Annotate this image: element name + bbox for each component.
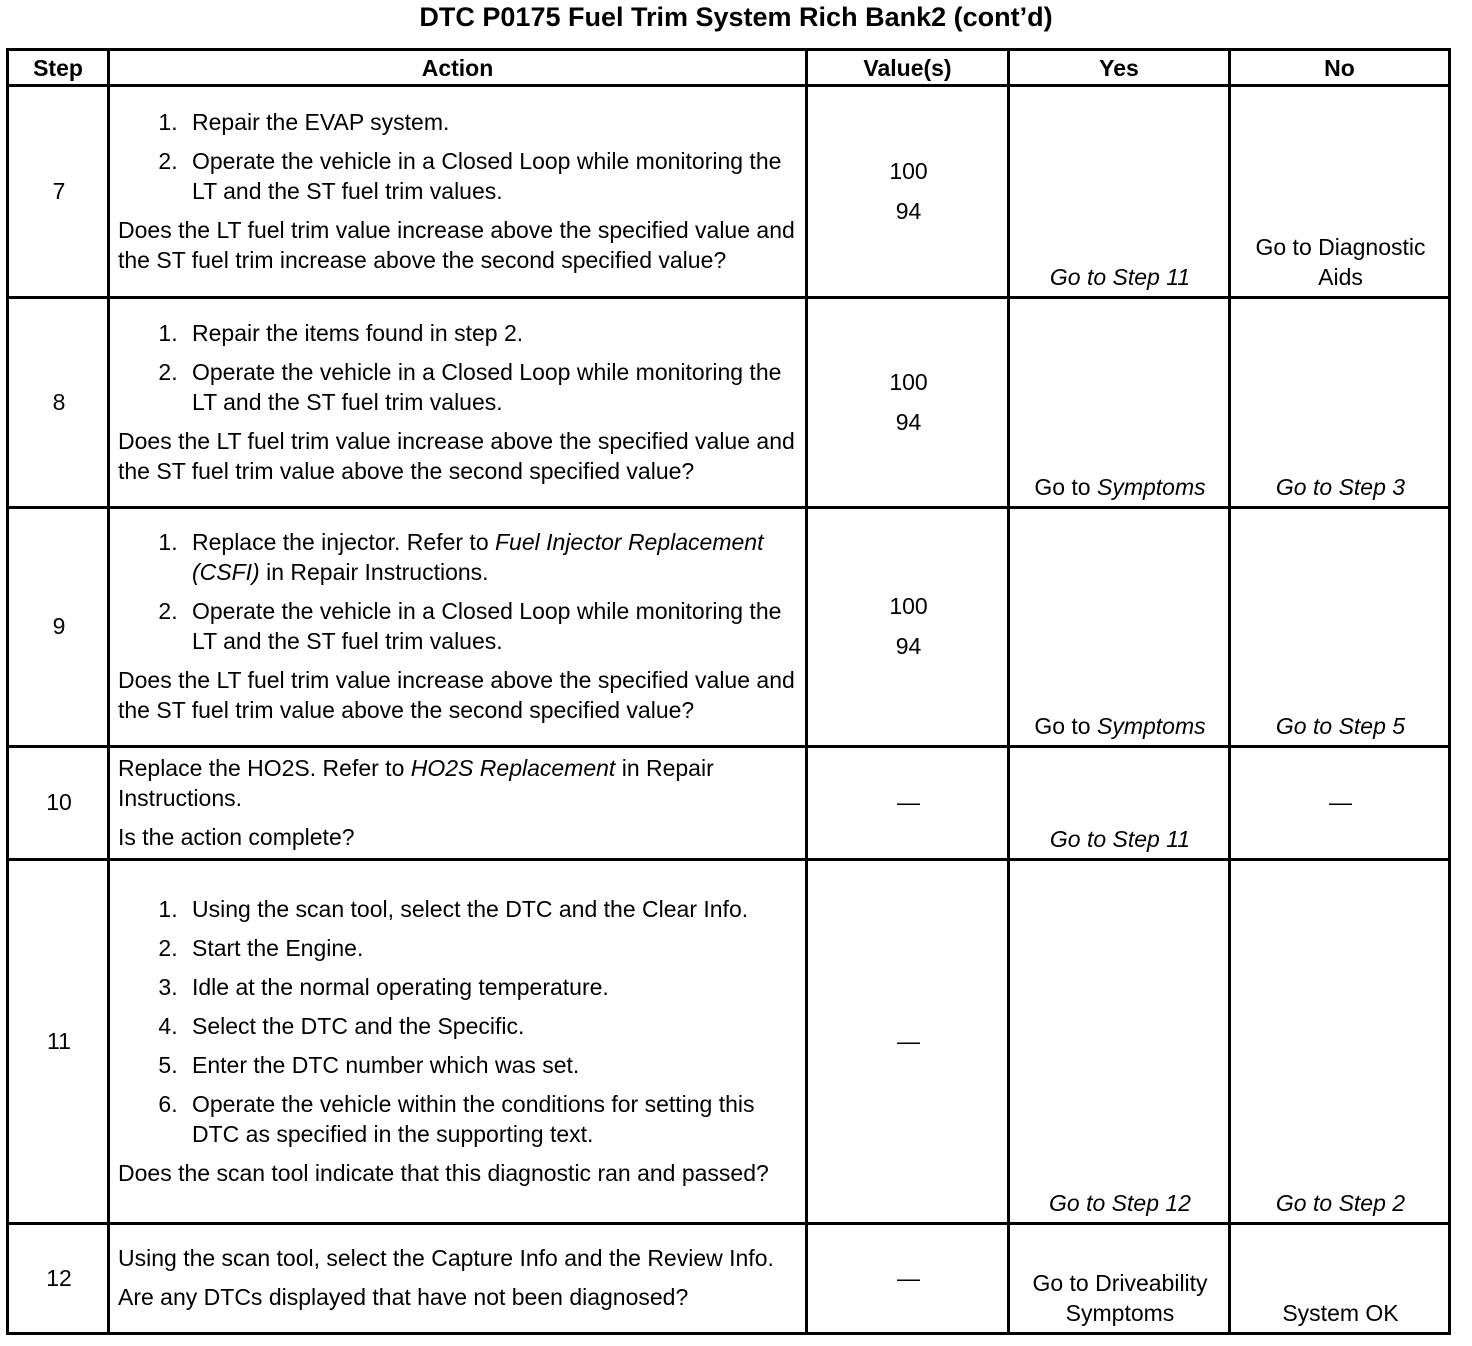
action-step-prefix: Replace the injector. Refer to xyxy=(192,529,495,555)
values-cell xyxy=(807,298,1009,508)
action-instruction xyxy=(118,753,799,813)
action-question: Are any DTCs displayed that have not been diagnosed? xyxy=(118,1284,689,1310)
action-step: 2. Start the Engine. xyxy=(184,933,799,963)
no-link[interactable]: Go to Step 2 xyxy=(1275,1190,1406,1216)
values-cell xyxy=(807,508,1009,747)
step-number: 7 xyxy=(8,86,109,298)
yes-link-prefix: Go to xyxy=(1034,713,1097,739)
table-row xyxy=(8,86,1450,298)
values-cell: — xyxy=(807,747,1009,860)
action-step: 1. Repair the EVAP system. xyxy=(184,107,799,137)
header-action: Action xyxy=(109,50,807,86)
step-number: 10 xyxy=(8,747,109,860)
action-steps xyxy=(118,107,799,206)
yes-cell xyxy=(1009,747,1230,860)
action-cell xyxy=(109,86,807,298)
action-prefix: Replace the HO2S. Refer to xyxy=(118,754,411,781)
table-row xyxy=(8,860,1450,1224)
action-cell xyxy=(109,860,807,1224)
no-cell xyxy=(1230,1224,1450,1334)
yes-link-target: Symptoms xyxy=(1097,474,1206,500)
action-step: 2. Operate the vehicle in a Closed Loop while monitoring the LT and the ST fuel trim values. xyxy=(184,596,799,656)
yes-link[interactable] xyxy=(1034,713,1205,739)
header-row xyxy=(8,50,1450,86)
no-cell: — xyxy=(1230,747,1450,860)
action-question: Does the LT fuel trim value increase above the specified value and the ST fuel trim increase above the second specified value? xyxy=(118,216,795,273)
no-link[interactable]: System OK xyxy=(1282,1300,1399,1326)
yes-cell xyxy=(1009,298,1230,508)
action-step: 3. Idle at the normal operating temperature. xyxy=(184,972,799,1002)
value-line: 100 xyxy=(889,368,928,395)
no-link[interactable]: Go to Step 5 xyxy=(1275,713,1406,739)
action-step: 5. Enter the DTC number which was set. xyxy=(184,1050,799,1080)
values-cell: — xyxy=(807,860,1009,1224)
yes-link[interactable] xyxy=(1034,474,1205,500)
procedure-link[interactable]: HO2S Replacement xyxy=(410,754,616,781)
yes-link-prefix: Go to xyxy=(1034,474,1097,500)
action-step: 1. Repair the items found in step 2. xyxy=(184,318,799,348)
yes-link[interactable]: Go to Step 11 xyxy=(1049,826,1191,852)
step-number: 8 xyxy=(8,298,109,508)
yes-link[interactable]: Go to Step 11 xyxy=(1049,264,1191,290)
procedure-link[interactable]: Fuel Injector Replacement (CSFI) xyxy=(192,529,764,585)
table-row xyxy=(8,1224,1450,1334)
action-steps xyxy=(118,318,799,417)
action-step: 1. Using the scan tool, select the DTC and the Clear Info. xyxy=(184,894,799,924)
header-values: Value(s) xyxy=(807,50,1009,86)
action-cell xyxy=(109,1224,807,1334)
yes-cell xyxy=(1009,86,1230,298)
action-step-suffix: in Repair Instructions. xyxy=(259,559,489,585)
action-question: Does the LT fuel trim value increase above the specified value and the ST fuel trim value above the second specified value? xyxy=(118,667,795,723)
header-yes: Yes xyxy=(1009,50,1230,86)
step-number: 9 xyxy=(8,508,109,747)
action-question: Is the action complete? xyxy=(118,823,355,850)
no-cell xyxy=(1230,86,1450,298)
value-line: 94 xyxy=(895,408,922,435)
header-no: No xyxy=(1230,50,1450,86)
yes-cell xyxy=(1009,508,1230,747)
action-question: Does the LT fuel trim value increase above the specified value and the ST fuel trim value above the second specified value? xyxy=(118,427,795,484)
action-step: 2. Operate the vehicle in a Closed Loop while monitoring the LT and the ST fuel trim values. xyxy=(184,357,799,417)
action-instruction: Using the scan tool, select the Capture Info and the Review Info. xyxy=(118,1245,774,1271)
yes-link[interactable]: Go to Driveability Symptoms xyxy=(1032,1270,1208,1326)
values-cell xyxy=(807,86,1009,298)
no-link[interactable]: Go to Diagnostic Aids xyxy=(1255,234,1426,290)
action-steps xyxy=(118,527,799,656)
page-title: DTC P0175 Fuel Trim System Rich Bank2 (cont’d) xyxy=(419,2,1053,32)
action-step xyxy=(184,527,799,587)
header-step: Step xyxy=(8,50,109,86)
action-question: Does the scan tool indicate that this diagnostic ran and passed? xyxy=(118,1159,769,1186)
value-line: 100 xyxy=(889,593,928,619)
yes-cell xyxy=(1009,860,1230,1224)
no-cell xyxy=(1230,860,1450,1224)
action-suffix: in Repair Instructions. xyxy=(118,754,714,811)
step-number: 12 xyxy=(8,1224,109,1334)
yes-link[interactable]: Go to Step 12 xyxy=(1049,1190,1191,1216)
step-number: 11 xyxy=(8,860,109,1224)
action-step: 4. Select the DTC and the Specific. xyxy=(184,1011,799,1041)
values-cell: — xyxy=(807,1224,1009,1334)
value-line: 94 xyxy=(895,633,922,659)
diagnostic-table xyxy=(6,48,1451,1335)
value-line: 100 xyxy=(889,157,928,184)
table-row xyxy=(8,298,1450,508)
action-step: 2. Operate the vehicle in a Closed Loop while monitoring the LT and the ST fuel trim values. xyxy=(184,146,799,206)
no-link[interactable]: Go to Step 3 xyxy=(1275,474,1406,500)
value-line: 94 xyxy=(895,197,922,224)
action-cell xyxy=(109,298,807,508)
table-row xyxy=(8,508,1450,747)
yes-link-target: Symptoms xyxy=(1097,713,1206,739)
no-cell xyxy=(1230,508,1450,747)
action-steps xyxy=(118,894,799,1149)
no-cell xyxy=(1230,298,1450,508)
table-row xyxy=(8,747,1450,860)
action-step: 6. Operate the vehicle within the conditions for setting this DTC as specified in the supporting text. xyxy=(184,1089,799,1149)
action-cell xyxy=(109,747,807,860)
yes-cell xyxy=(1009,1224,1230,1334)
action-cell xyxy=(109,508,807,747)
